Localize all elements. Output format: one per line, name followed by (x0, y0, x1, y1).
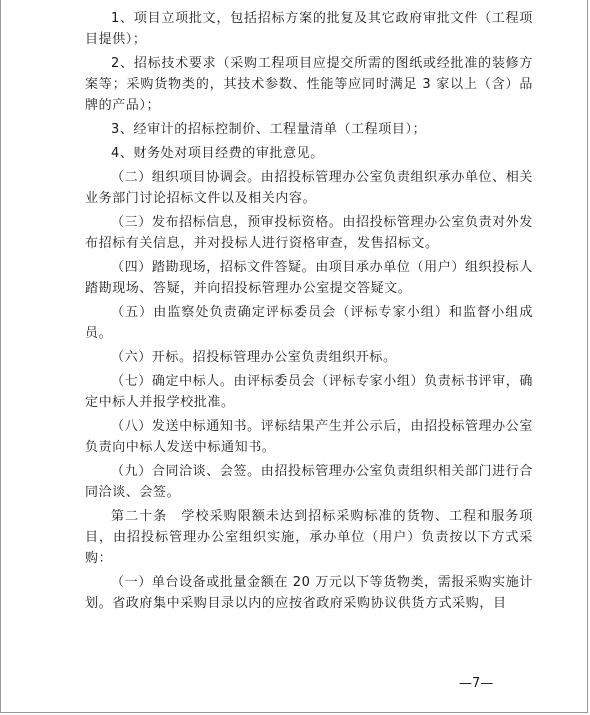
paragraph-step-8-notice: （八）发送中标通知书。评标结果产生并公示后，由招投标管理办公室负责向中标人发送中标通知书。 (85, 419, 533, 455)
paragraph-step-7-winner: （七）确定中标人。由评标委员会（评标专家小组）负责标书评审，确定中标人并报学校批准。 (85, 374, 533, 410)
paragraph-article-20-item-1: （一）单台设备或批量金额在 20 万元以下等货物类，需报采购实施计划。省政府集中采购目录以内的应按省政府采购协议供货方式采购，目 (85, 575, 533, 611)
paragraph-item-1-approval: 1、项目立项批文，包括招标方案的批复及其它政府审批文件（工程项目提供）； (85, 11, 533, 47)
document-body (85, 8, 533, 617)
paragraph-step-9-contract: （九）合同洽谈、会签。由招投标管理办公室负责组织相关部门进行合同洽谈、会签。 (85, 464, 533, 500)
paragraph-step-5-committee: （五）由监察处负责确定评标委员会（评标专家小组）和监督小组成员。 (85, 305, 533, 341)
page-number: —7— (459, 676, 494, 691)
paragraph-step-6-opening: （六）开标。招投标管理办公室负责组织开标。 (111, 350, 397, 365)
paragraph-item-4-finance-opinion: 4、财务处对项目经费的审批意见。 (111, 146, 324, 161)
paragraph-step-2-coordination: （二）组织项目协调会。由招投标管理办公室负责组织承办单位、相关业务部门讨论招标文件以及相关内容。 (85, 170, 533, 206)
paragraph-item-3-control-price: 3、经审计的招标控制价、工程量清单（工程项目）； (111, 122, 427, 137)
paragraph-step-4-site-survey: （四）踏勘现场，招标文件答疑。由项目承办单位（用户）组织投标人踏勘现场、答疑，并向招投标管理办公室提交答疑文。 (85, 260, 533, 296)
paragraph-item-2-technical-requirements: 2、招标技术要求（采购工程项目应提交所需的图纸或经批准的装修方案等；采购货物类的，其技术参数、性能等应同时满足 3 家以上（含）品牌的产品）； (85, 56, 533, 113)
paragraph-article-20: 第二十条 学校采购限额未达到招标采购标准的货物、工程和服务项目，由招投标管理办公室组织实施，承办单位（用户）负责按以下方式采购： (85, 509, 533, 566)
paragraph-step-3-publish: （三）发布招标信息，预审投标资格。由招投标管理办公室负责对外发布招标有关信息，并对投标人进行资格审查，发售招标文。 (85, 215, 533, 251)
